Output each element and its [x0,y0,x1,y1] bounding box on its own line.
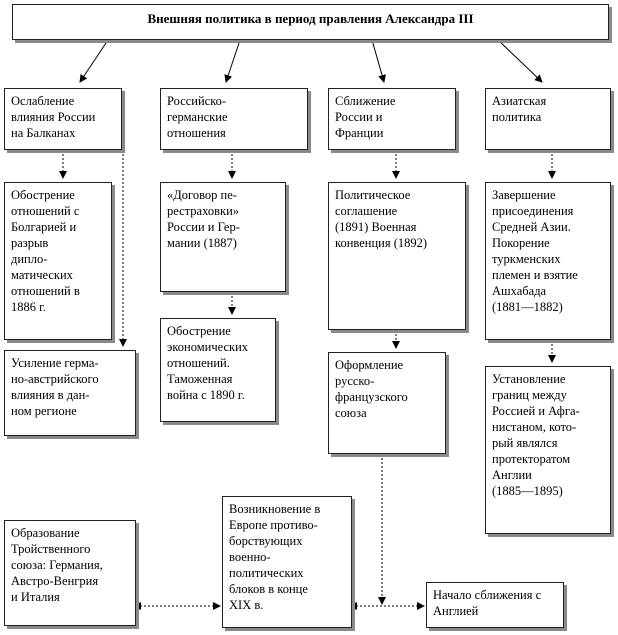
node-german-austrian-influence: Усиление герма- но-австрийского влияния в дан- ном регионе [4,350,136,436]
node-political-agreement: Политическое соглашение (1891) Военная конвенция (1892) [328,182,466,330]
node-bulgaria-break: Обострение отношений с Болгарией и разрыв дипло- матических отношений в 1886 г. [4,182,112,340]
node-rapprochement-england: Начало сближения с Англией [426,582,564,628]
node-russia-france-rapprochement: Сближение России и Франции [328,88,456,150]
node-balkans-weakening: Ослабление влияния России на Балканах [4,88,122,150]
diagram-title: Внешняя политика в период правления Александра III [12,4,609,40]
arrow-title-france [372,40,384,82]
node-military-blocs: Возникновение в Европе противо- борствующих военно- политических блоков в конце XIX в. [222,496,352,628]
node-franco-russian-union: Оформление русско- французского союза [328,352,446,454]
node-customs-war: Обострение экономических отношений. Таможенная война с 1890 г. [160,318,276,422]
node-triple-alliance: Образование Тройственного союза: Германия, Австро-Венгрия и Италия [4,520,136,626]
arrow-title-germany [226,40,240,82]
node-central-asia-annexation: Завершение присоединения Средней Азии. Покорение туркменских племен и взятие Ашхабада (1881—1882) [485,182,611,340]
node-reinsurance-treaty: «Договор пе- рестраховки» России и Гер- мании (1887) [160,182,286,292]
node-afghan-border: Установление границ между Россией и Афга- нистаном, кото- рый являлся протекторатом Англии (1885—1895) [485,366,611,534]
node-asian-policy: Азиатская политика [485,88,611,150]
arrow-title-balkans [80,40,108,82]
arrow-title-asia [498,40,542,82]
node-russian-german-relations: Российско- германские отношения [160,88,308,150]
